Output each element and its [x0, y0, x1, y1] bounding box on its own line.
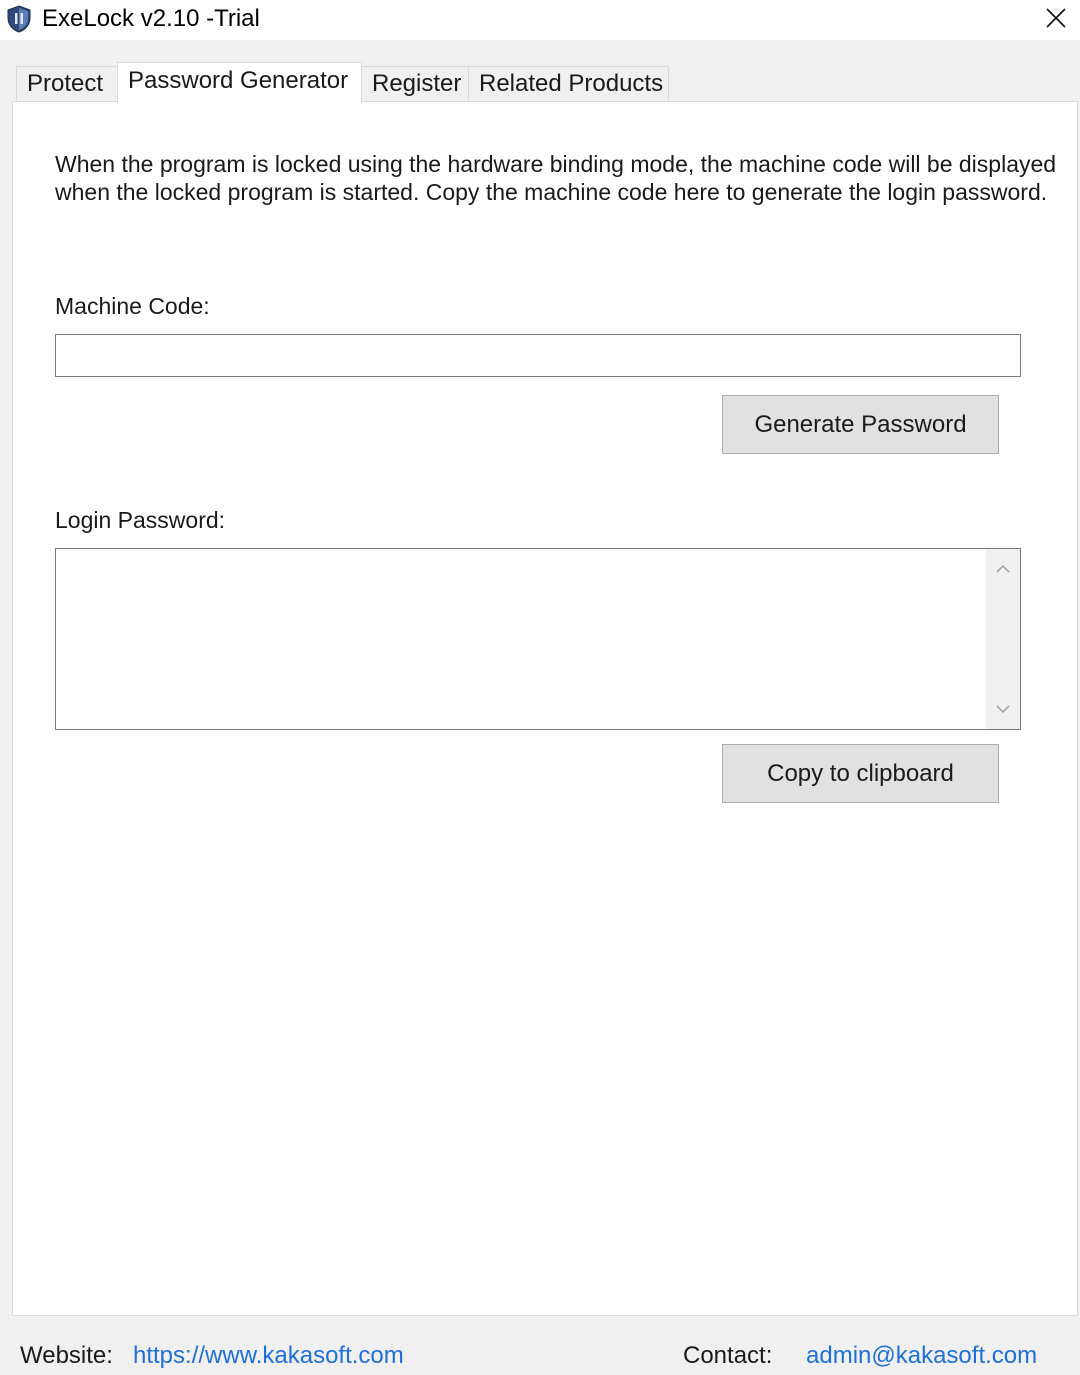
vertical-scrollbar[interactable]: [986, 549, 1020, 729]
contact-email-link[interactable]: admin@kakasoft.com: [806, 1342, 1038, 1369]
chevron-up-icon: [996, 561, 1010, 579]
website-link[interactable]: https://www.kakasoft.com: [133, 1342, 404, 1369]
scroll-down-arrow[interactable]: [986, 693, 1020, 727]
close-icon[interactable]: [1045, 7, 1067, 34]
description-text: When the program is locked using the hardware binding mode, the machine code will be displayed when the locked program is started. Copy the machine code here to generate the login password.: [55, 151, 1057, 205]
machine-code-label: Machine Code:: [55, 293, 210, 319]
login-password-label: Login Password:: [55, 507, 226, 533]
shield-icon: [6, 5, 32, 33]
copy-to-clipboard-button[interactable]: Copy to clipboard: [722, 744, 999, 803]
tab-password-generator[interactable]: Password Generator: [117, 62, 362, 103]
tab-register[interactable]: Register: [361, 66, 469, 101]
close-button[interactable]: [1032, 0, 1080, 40]
chevron-down-icon: [996, 701, 1010, 719]
contact-label: Contact:: [683, 1342, 773, 1369]
website-label: Website:: [20, 1342, 113, 1369]
machine-code-input[interactable]: [55, 334, 1021, 377]
scroll-up-arrow[interactable]: [986, 553, 1020, 587]
login-password-output[interactable]: [56, 549, 984, 729]
login-password-box: [55, 548, 1021, 730]
tab-related-products[interactable]: Related Products: [468, 66, 669, 101]
title-bar: [0, 0, 1080, 40]
window-title: ExeLock v2.10 -Trial: [42, 5, 260, 32]
tab-protect[interactable]: Protect: [16, 66, 118, 101]
generate-password-button[interactable]: Generate Password: [722, 395, 999, 454]
